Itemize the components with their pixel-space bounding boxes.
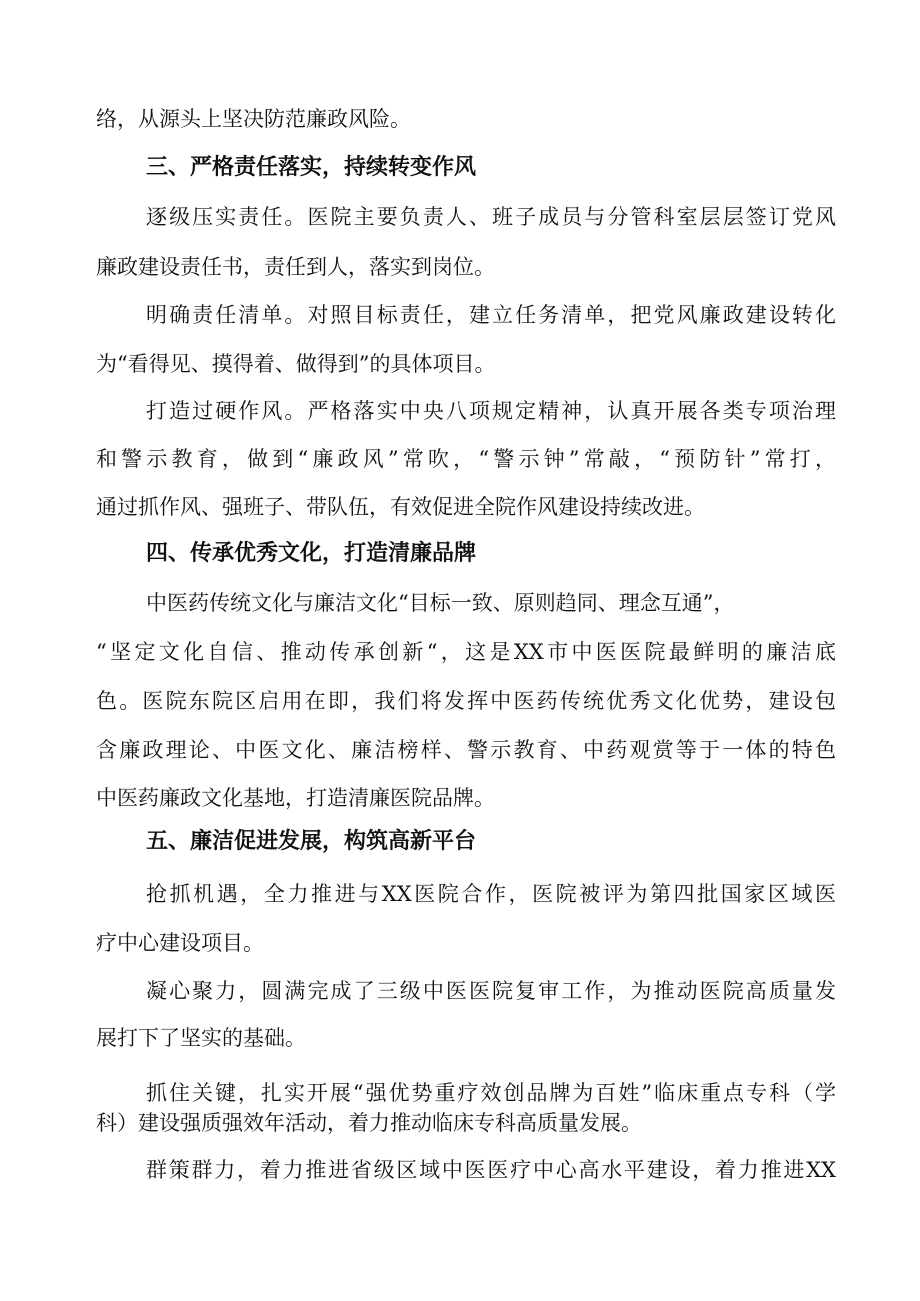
paragraph-line: 疗中心建设项目。: [96, 931, 264, 955]
paragraph-line: 抓住关键，扎实开展“强优势重疗效创品牌为百姓”临床重点专科（学: [146, 1081, 836, 1105]
paragraph-line: 通过抓作风、强班子、带队伍，有效促进全院作风建设持续改进。: [96, 495, 705, 519]
paragraph-line: 逐级压实责任。医院主要负责人、班子成员与分管科室层层签订党风: [146, 205, 836, 229]
paragraph-line: 中医药廉政文化基地，打造清廉医院品牌。: [96, 786, 495, 810]
section-heading-5: 五、廉洁促进发展，构筑高新平台: [146, 829, 477, 854]
paragraph-line: 中医药传统文化与廉洁文化“目标一致、原则趋同、理念互通”，: [146, 591, 735, 615]
paragraph-line: 凝心聚力，圆满完成了三级中医医院复审工作，为推动医院高质量发: [146, 979, 836, 1003]
paragraph-line: 含廉政理论、中医文化、廉洁榜样、警示教育、中药观赏等于一体的特色: [96, 738, 836, 762]
paragraph-line: 和警示教育，做到“廉政风”常吹，“警示钟”常敲，“预防针”常打，: [96, 447, 836, 471]
section-heading-3: 三、严格责任落实，持续转变作风: [146, 155, 477, 180]
paragraph-line: 群策群力，着力推进省级区域中医医疗中心高水平建设，着力推进XX: [146, 1158, 836, 1182]
paragraph-line: 打造过硬作风。严格落实中央八项规定精神，认真开展各类专项治理: [146, 399, 836, 423]
paragraph-line: 廉政建设责任书，责任到人，落实到岗位。: [96, 255, 495, 279]
paragraph-line: 展打下了坚实的基础。: [96, 1026, 306, 1050]
paragraph-line: 明确责任清单。对照目标责任，建立任务清单，把党风廉政建设转化: [146, 303, 836, 327]
paragraph-line: 为“看得见、摸得着、做得到”的具体项目。: [96, 352, 496, 376]
paragraph-line: 络，从源头上坚决防范廉政风险。: [96, 107, 411, 131]
paragraph-line: 抢抓机遇，全力推进与XX医院合作，医院被评为第四批国家区域医: [146, 882, 836, 906]
section-heading-4: 四、传承优秀文化，打造清廉品牌: [146, 541, 477, 566]
paragraph-line: 色。医院东院区启用在即，我们将发挥中医药传统优秀文化优势，建设包: [96, 689, 836, 713]
paragraph-line: “坚定文化自信、推动传承创新“，这是XX市中医医院最鲜明的廉洁底: [96, 640, 836, 664]
paragraph-line: 科）建设强质强效年活动，着力推动临床专科高质量发展。: [96, 1111, 642, 1135]
